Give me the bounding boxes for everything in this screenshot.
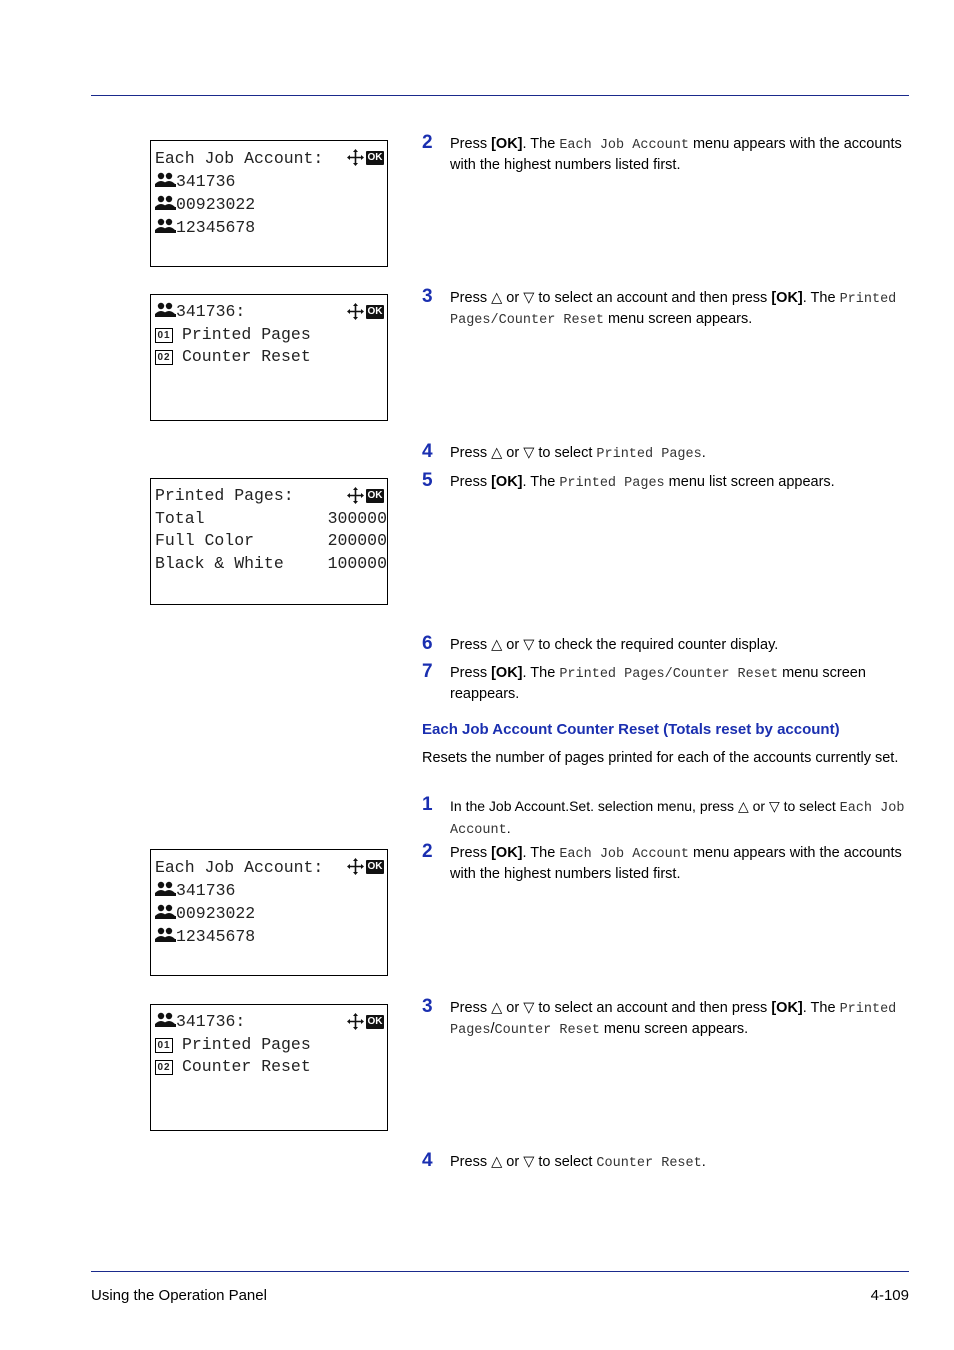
step-number: 4 xyxy=(422,1150,433,1171)
number-badge: 02 xyxy=(155,1060,173,1075)
menu-item-printed-pages: 01 Printed Pages xyxy=(155,324,387,347)
list-item: 341736 xyxy=(155,170,387,193)
list-item: 00923022 xyxy=(155,902,387,925)
step-text: Press [OK]. The Each Job Account menu appears with the accounts with the highest numbers listed first. xyxy=(450,845,902,882)
step-text: In the Job Account.Set. selection menu, press △ or ▽ to select Each Job Account. xyxy=(450,798,905,838)
ok-icon: OK xyxy=(367,860,383,872)
user-group-icon xyxy=(155,218,176,234)
lcd-screen-each-job-account xyxy=(150,849,388,976)
step-a4 xyxy=(422,441,912,465)
list-item: 341736 xyxy=(155,879,387,902)
step-text: Press [OK]. The Each Job Account menu appears with the accounts with the highest numbers listed first. xyxy=(450,136,902,173)
step-b1 xyxy=(422,794,912,840)
list-item: 12345678 xyxy=(155,925,387,948)
lcd-screen-printed-pages xyxy=(150,478,388,605)
user-group-icon xyxy=(155,881,176,897)
step-number: 4 xyxy=(422,441,433,462)
step-number: 3 xyxy=(422,286,433,307)
lcd-title: 341736: xyxy=(155,1011,387,1034)
step-text: Press △ or ▽ to check the required counter display. xyxy=(450,637,779,653)
header-rule xyxy=(91,95,909,96)
step-b4 xyxy=(422,1150,912,1174)
counter-row: Black & White 100000 xyxy=(155,553,387,573)
user-group-icon xyxy=(155,172,176,188)
list-item: 12345678 xyxy=(155,216,387,239)
list-item: 00923022 xyxy=(155,193,387,216)
counter-row: Total 300000 xyxy=(155,508,387,528)
step-text: Press [OK]. The Printed Pages/Counter Reset menu screen reappears. xyxy=(450,665,866,702)
step-number: 2 xyxy=(422,841,433,862)
user-group-icon xyxy=(155,904,176,920)
step-number: 2 xyxy=(422,132,433,153)
step-a5 xyxy=(422,470,912,494)
lcd-title: Each Job Account: xyxy=(155,149,324,168)
section-heading: Each Job Account Counter Reset (Totals reset by account) xyxy=(422,721,840,738)
step-number: 3 xyxy=(422,996,433,1017)
step-a6 xyxy=(422,633,912,656)
lcd-screen-account-menu xyxy=(150,1004,388,1131)
step-text: Press △ or ▽ to select an account and then press [OK]. The Printed Pages/Counter Reset menu screen appears. xyxy=(450,290,897,328)
step-b2 xyxy=(422,841,912,884)
step-number: 5 xyxy=(422,470,433,491)
step-a3 xyxy=(422,286,912,330)
step-number: 7 xyxy=(422,661,433,682)
step-a7 xyxy=(422,661,912,704)
footer-rule xyxy=(91,1271,909,1272)
step-text: Press △ or ▽ to select an account and then press [OK]. The Printed Pages/Counter Reset menu screen appears. xyxy=(450,1000,897,1038)
user-group-icon xyxy=(155,927,176,943)
lcd-screen-account-menu xyxy=(150,294,388,421)
step-text: Press △ or ▽ to select Printed Pages. xyxy=(450,445,706,462)
step-text: Press [OK]. The Printed Pages menu list screen appears. xyxy=(450,474,835,491)
number-badge: 01 xyxy=(155,1038,173,1053)
lcd-screen-each-job-account xyxy=(150,140,388,267)
lcd-title: Each Job Account: xyxy=(155,858,324,877)
step-b3 xyxy=(422,996,912,1040)
ok-icon: OK xyxy=(367,489,383,501)
section-description: Resets the number of pages printed for each of the accounts currently set. xyxy=(422,750,899,766)
menu-item-counter-reset: 02 Counter Reset xyxy=(155,1056,387,1079)
step-number: 6 xyxy=(422,633,433,654)
menu-item-counter-reset: 02 Counter Reset xyxy=(155,346,387,369)
number-badge: 01 xyxy=(155,328,173,343)
counter-row: Full Color 200000 xyxy=(155,531,387,550)
footer-section-title: Using the Operation Panel xyxy=(91,1287,267,1304)
user-group-icon xyxy=(155,302,176,318)
step-a2 xyxy=(422,132,912,175)
number-badge: 02 xyxy=(155,350,173,365)
user-group-icon xyxy=(155,195,176,211)
page-number: 4-109 xyxy=(870,1287,909,1304)
menu-item-printed-pages: 01 Printed Pages xyxy=(155,1034,387,1057)
step-number: 1 xyxy=(422,794,433,815)
user-group-icon xyxy=(155,1012,176,1028)
ok-icon: OK xyxy=(367,1015,383,1027)
lcd-title: Printed Pages: xyxy=(155,486,294,505)
step-text: Press △ or ▽ to select Counter Reset. xyxy=(450,1154,706,1171)
lcd-title: 341736: xyxy=(155,301,387,324)
ok-icon: OK xyxy=(367,305,383,317)
ok-icon: OK xyxy=(367,151,383,163)
